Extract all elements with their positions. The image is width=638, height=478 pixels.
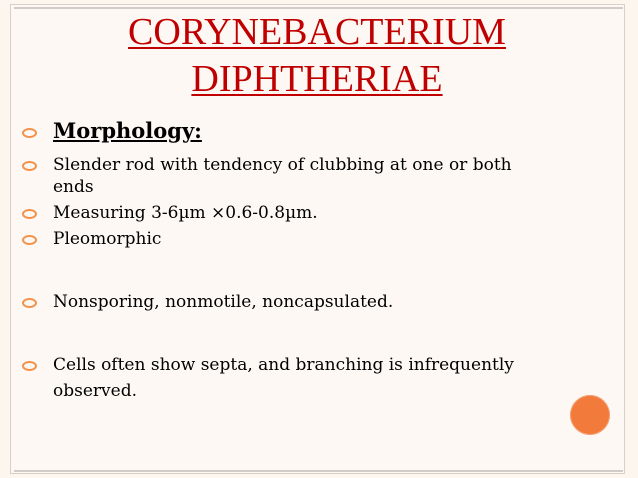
bullet-text-continuation: observed. (53, 381, 137, 401)
bullet-text-continuation: ends (53, 177, 94, 197)
bullet-marker-icon (22, 361, 37, 371)
bullet-text: Cells often show septa, and branching is infrequently (53, 355, 514, 375)
slide-title-line-2: DIPHTHERIAE (191, 58, 443, 100)
decorative-circle-icon (570, 395, 610, 435)
bullet-heading: Morphology: (53, 118, 202, 143)
bullet-text: Pleomorphic (53, 229, 162, 249)
bullet-marker-icon (22, 298, 37, 308)
bullet-marker-icon (22, 209, 37, 219)
bullet-text: Measuring 3-6µm ×0.6-0.8µm. (53, 203, 318, 223)
bullet-marker-icon (22, 128, 37, 138)
bullet-text: Nonsporing, nonmotile, noncapsulated. (53, 292, 394, 312)
bullet-marker-icon (22, 161, 37, 171)
bullet-text: Slender rod with tendency of clubbing at one or both (53, 155, 512, 175)
top-accent-line (14, 7, 623, 9)
slide-title-line-1: CORYNEBACTERIUM (128, 11, 506, 53)
bullet-marker-icon (22, 235, 37, 245)
bottom-accent-line (14, 470, 623, 472)
